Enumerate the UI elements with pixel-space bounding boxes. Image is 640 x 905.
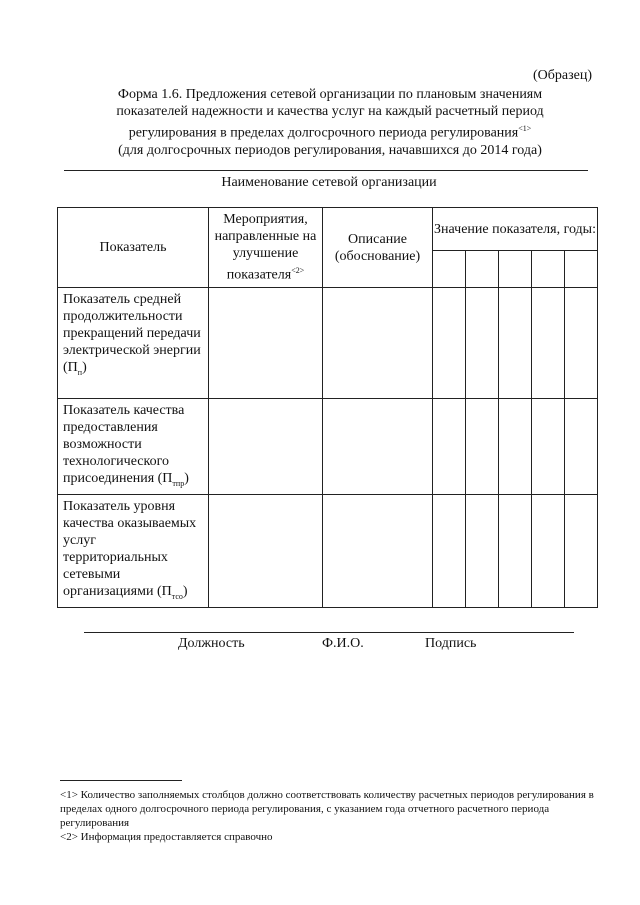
signature-line [84, 632, 574, 633]
row-label-sub: тсо [171, 591, 183, 601]
org-name-caption: Наименование сетевой организации [221, 175, 437, 190]
value-cell[interactable] [565, 288, 598, 399]
value-cell[interactable] [433, 399, 466, 495]
footnote-ref-1: <1> [518, 124, 532, 133]
signature-name-label: Ф.И.О. [322, 636, 364, 651]
value-cell[interactable] [466, 399, 499, 495]
sample-label: (Образец) [532, 68, 592, 83]
measures-cell[interactable] [209, 288, 323, 399]
row-label [58, 399, 209, 495]
title-line-3 [60, 120, 600, 142]
table-row [58, 288, 598, 399]
value-cell[interactable] [565, 494, 598, 607]
header-measures-text: Мероприятия, направленные на улучшение показателя [214, 212, 317, 283]
signature-position-label: Должность [178, 636, 245, 651]
value-cell[interactable] [466, 288, 499, 399]
row-label-tail: ) [184, 471, 189, 486]
row-label-sub: п [77, 367, 83, 377]
measures-cell[interactable] [209, 494, 323, 607]
title-line-4: (для долгосрочных периодов регулирования, начавшихся до 2014 года) [118, 142, 542, 158]
row-label-text: Показатель уровня качества оказываемых услуг территориальных сетевыми организациями (П [63, 498, 197, 599]
year-cell[interactable] [433, 251, 466, 288]
value-cell[interactable] [466, 494, 499, 607]
signature-sign-label: Подпись [425, 636, 477, 651]
row-label [58, 288, 209, 399]
footnote-separator [60, 780, 182, 781]
title-line-3-text: регулирования в пределах долгосрочного периода регулирования [128, 125, 519, 141]
row-label-tail: ) [82, 360, 87, 375]
row-label-text: Показатель средней продолжительности прекращений передачи электрической энергии (П [63, 292, 201, 375]
title-line-1: Форма 1.6. Предложения сетевой организации по плановым значениям [117, 87, 543, 102]
value-cell[interactable] [532, 399, 565, 495]
row-label-tail: ) [182, 583, 188, 599]
description-cell[interactable] [323, 288, 433, 399]
year-cell[interactable] [532, 251, 565, 288]
footnote-2: <2> Информация предоставляется справочно [60, 831, 273, 843]
description-cell[interactable] [323, 494, 433, 607]
value-cell[interactable] [565, 399, 598, 495]
org-name-line [64, 170, 588, 171]
form-title [60, 86, 600, 159]
year-cell[interactable] [499, 251, 532, 288]
year-cell[interactable] [565, 251, 598, 288]
row-label-sub: тпр [172, 478, 185, 488]
header-description: Описание (обоснование) [323, 208, 433, 288]
value-cell[interactable] [532, 494, 565, 607]
indicators-table [57, 207, 598, 608]
description-cell[interactable] [323, 399, 433, 495]
table-row [58, 494, 598, 607]
row-label-text: Показатель качества предоставления возможности технологического присоединения (П [63, 403, 185, 486]
value-cell[interactable] [532, 288, 565, 399]
value-cell[interactable] [433, 494, 466, 607]
header-indicator: Показатель [58, 208, 209, 288]
footnote-ref-2: <2> [291, 266, 305, 276]
table-row [58, 399, 598, 495]
value-cell[interactable] [499, 494, 532, 607]
measures-cell[interactable] [209, 399, 323, 495]
value-cell[interactable] [499, 399, 532, 495]
footnote-1: <1> Количество заполняемых столбцов должно соответствовать количеству расчетных периодов регулирования в пределах одного долгосрочного периода регулирования, с указанием года отчетного расчетного периода регулирования [60, 789, 594, 829]
row-label [58, 494, 209, 607]
header-value-years: Значение показателя, годы: [433, 208, 598, 251]
value-cell[interactable] [499, 288, 532, 399]
year-cell[interactable] [466, 251, 499, 288]
header-measures [209, 208, 323, 288]
title-line-2: показателей надежности и качества услуг на каждый расчетный период [116, 104, 544, 119]
footnotes [60, 788, 600, 844]
value-cell[interactable] [433, 288, 466, 399]
